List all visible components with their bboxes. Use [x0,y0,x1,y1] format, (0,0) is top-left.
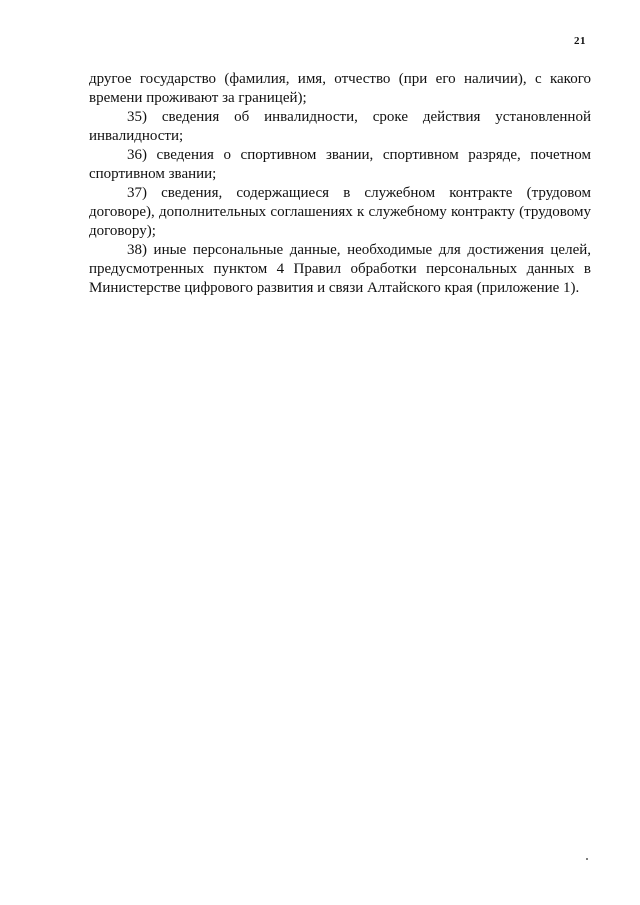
page-number: 21 [574,35,586,47]
paragraph-item-36: 36) сведения о спортивном звании, спортивном разряде, почетном спортивном звании; [89,147,591,182]
paragraph-item-38: 38) иные персональные данные, необходимые для достижения целей, предусмотренных пунктом 4 Правил обработки персональных данных в Министерстве цифрового развития и связи Алтайского края (приложение 1). [89,242,591,296]
paragraph-item-35: 35) сведения об инвалидности, сроке действия установленной инвалидности; [89,109,591,144]
document-body [89,70,591,298]
scan-speck [586,858,588,860]
paragraph-continuation: другое государство (фамилия, имя, отчество (при его наличии), с какого времени проживают за границей); [89,71,591,106]
paragraph-item-37: 37) сведения, содержащиеся в служебном контракте (трудовом договоре), дополнительных соглашениях к служебному контракту (трудовому договору); [89,185,591,239]
